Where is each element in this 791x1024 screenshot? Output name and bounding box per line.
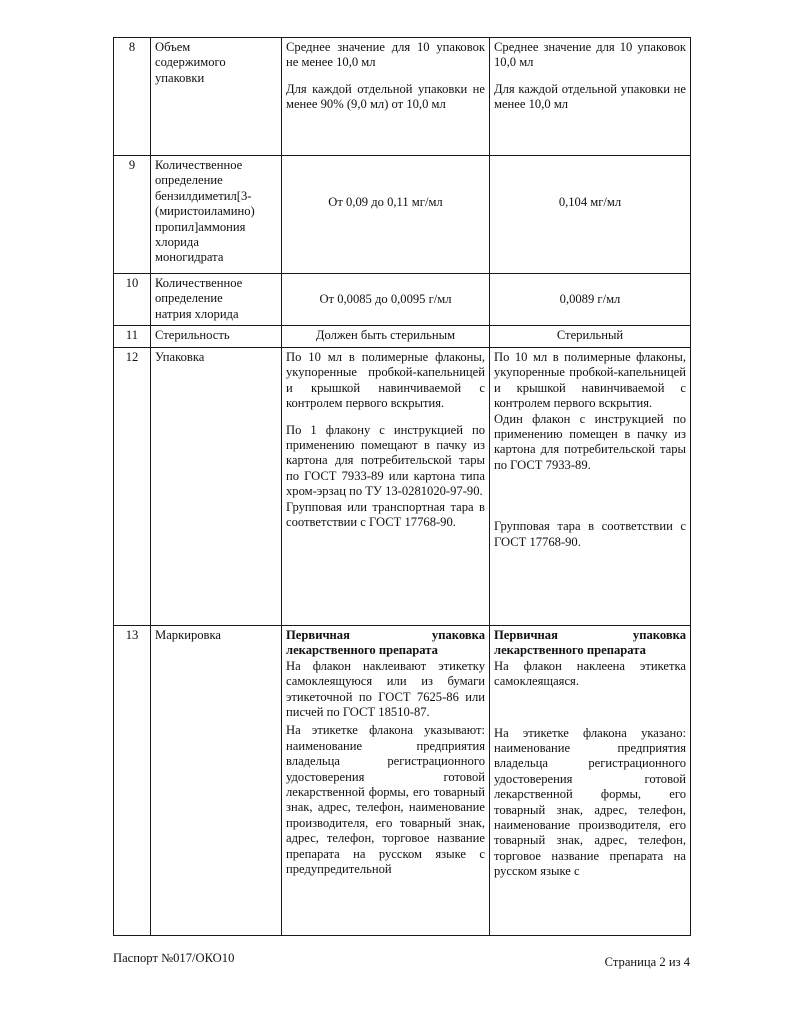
result-cell	[490, 326, 691, 348]
result-text: На флакон наклеена этикетка самоклеящаяся.	[494, 658, 686, 689]
result-cell	[490, 348, 691, 626]
parameter-name: Количественное определение натрия хлорида	[151, 274, 282, 326]
requirement-text: Для каждой отдельной упаковки не менее 90% (9,0 мл) от 10,0 мл	[286, 81, 485, 112]
result-cell	[490, 38, 691, 156]
requirement-heading: Первичная упаковка лекарственного препарата	[286, 628, 485, 658]
requirement-text: Групповая или транспортная тара в соответствии с ГОСТ 17768-90.	[286, 499, 485, 530]
result-text: По 10 мл в полимерные флаконы, укупоренные пробкой-капельницей и крышкой навинчиваемой с контролем первого вскрытия.	[494, 350, 686, 411]
row-number: 9	[114, 156, 151, 274]
table-row	[114, 626, 691, 936]
result-text: Стерильный	[556, 328, 624, 342]
row-number: 12	[114, 348, 151, 626]
result-text: 0,0089 г/мл	[559, 291, 621, 306]
row-number: 8	[114, 38, 151, 156]
parameter-name: Стерильность	[151, 326, 282, 348]
requirement-text: На флакон наклеивают этикетку самоклеящуюся или из бумаги этикеточной по ГОСТ 7625-86 или писчей по ГОСТ 18510-87.	[286, 658, 485, 720]
requirement-cell	[282, 38, 490, 156]
parameter-name: Маркировка	[151, 626, 282, 936]
row-number: 10	[114, 274, 151, 326]
parameter-name: Объем содержимого упаковки	[151, 38, 282, 156]
result-text: 0,104 мг/мл	[558, 195, 622, 209]
passport-number: Паспорт №017/ОКО10	[113, 951, 235, 965]
result-text: На этикетке флакона указано: наименование предприятия владельца регистрационного удостоверения готовой лекарственной формы, его товарный знак, адрес, телефон, наименование производителя, его товарный знак, адрес, телефон, торговое название препарата на русском языке с	[494, 725, 686, 879]
result-cell	[490, 156, 691, 274]
requirement-cell	[282, 326, 490, 348]
result-text: Один флакон с инструкцией по применению помещен в пачку из картона для потребительской тары по ГОСТ 7933-89.	[494, 411, 686, 472]
requirement-cell	[282, 156, 490, 274]
table-row	[114, 274, 691, 326]
parameter-name: Упаковка	[151, 348, 282, 626]
requirement-cell	[282, 348, 490, 626]
row-number: 13	[114, 626, 151, 936]
result-heading: Первичная упаковка лекарственного препарата	[494, 628, 686, 658]
requirement-text: Среднее значение для 10 упаковок не менее 10,0 мл	[286, 40, 485, 70]
row-number: 11	[114, 326, 151, 348]
table-row	[114, 348, 691, 626]
result-cell	[490, 626, 691, 936]
specification-table	[113, 37, 691, 936]
table-row	[114, 326, 691, 348]
result-text: Для каждой отдельной упаковки не менее 10,0 мл	[494, 81, 686, 112]
result-text: Групповая тара в соответствии с ГОСТ 17768-90.	[494, 519, 686, 549]
requirement-text: По 10 мл в полимерные флаконы, укупоренные пробкой-капельницей и крышкой навинчиваемой с контролем первого вскрытия.	[286, 350, 485, 411]
requirement-text: По 1 флакону с инструкцией по применению помещают в пачку из картона для потребительской тары по ГОСТ 7933-89 или картона типа хром-эрзац по ТУ 13-0281020-97-90.	[286, 422, 485, 499]
requirement-text: От 0,09 до 0,11 мг/мл	[328, 195, 443, 209]
table-row	[114, 156, 691, 274]
requirement-text: От 0,0085 до 0,0095 г/мл	[319, 291, 452, 306]
requirement-text: Должен быть стерильным	[315, 328, 456, 342]
result-text: Среднее значение для 10 упаковок 10,0 мл	[494, 40, 686, 70]
requirement-cell	[282, 274, 490, 326]
requirement-text: На этикетке флакона указывают: наименование предприятия владельца регистрационного удостоверения готовой лекарственной формы, его товарный знак, адрес, телефон, наименование производителя, его товарный знак, адрес, телефон, торговое название препарата на русском языке с предупредительной	[286, 723, 485, 877]
parameter-name: Количественное определение бензилдиметил[3- (миристоиламино) пропил]аммония хлорида моногидрата	[151, 156, 282, 274]
page-number: Страница 2 из 4	[604, 955, 690, 969]
requirement-cell	[282, 626, 490, 936]
table-row	[114, 38, 691, 156]
result-cell	[490, 274, 691, 326]
